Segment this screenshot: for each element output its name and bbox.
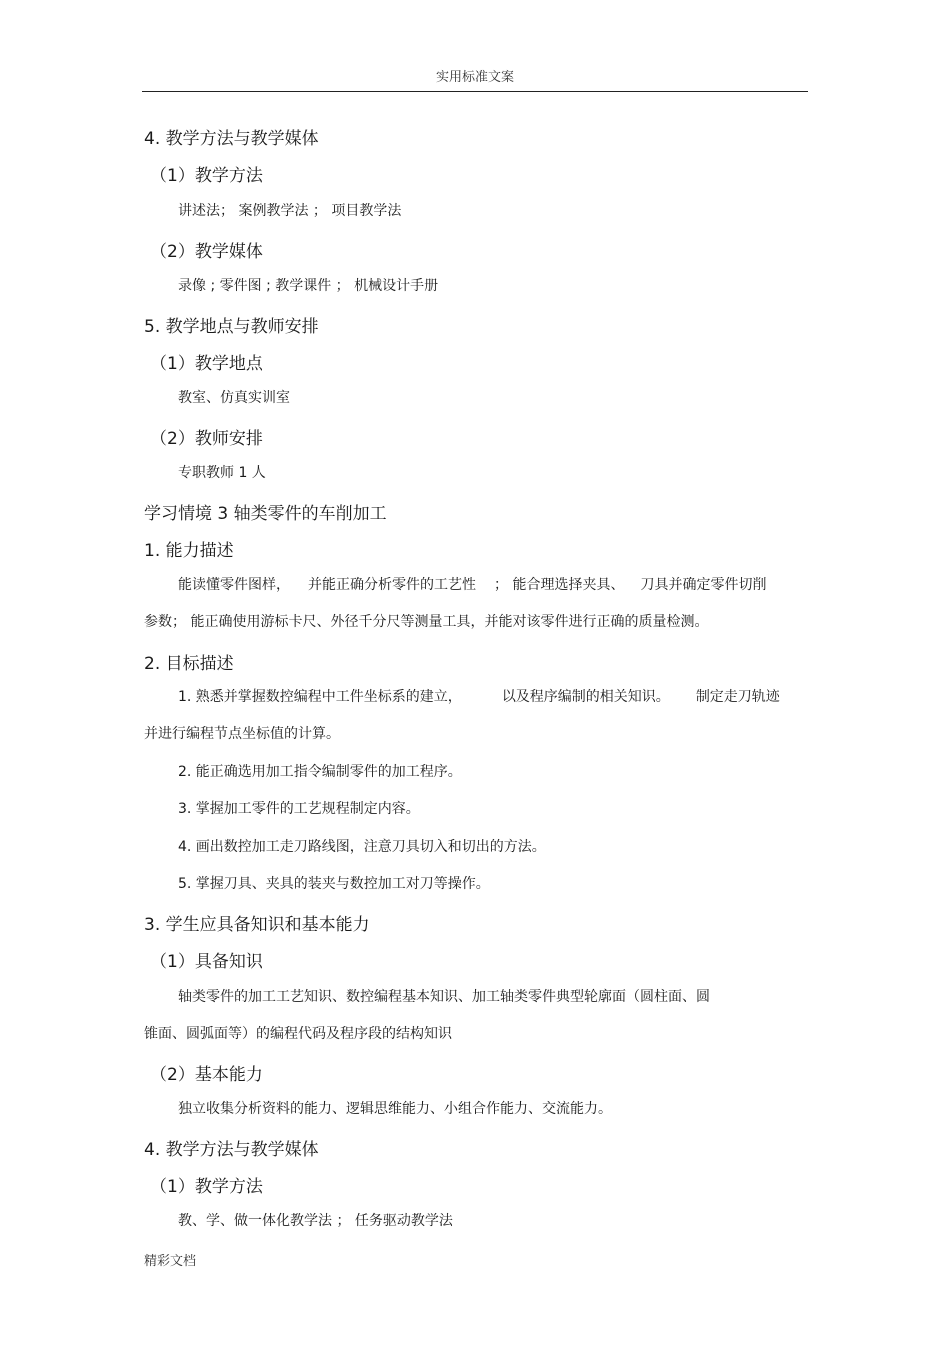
list-item: 2. 能正确选用加工指令编制零件的加工程序。: [178, 764, 462, 780]
subsection-heading: （1）教学地点: [150, 354, 263, 374]
paragraph-line: [178, 574, 766, 594]
paragraph: 专职教师 1 人: [178, 465, 266, 481]
paragraph: 讲述法； 案例教学法 ； 项目教学法: [178, 203, 402, 219]
text-run: ； 能合理选择夹具、: [494, 577, 625, 593]
subsection-heading: （1）具备知识: [150, 952, 263, 972]
list-item: 3. 掌握加工零件的工艺规程制定内容。: [178, 801, 420, 817]
text-run: 以及程序编制的相关知识。: [501, 689, 670, 705]
paragraph-continuation: 参数； 能正确使用游标卡尺、外径千分尺等测量工具，并能对该零件进行正确的质量检测。: [144, 614, 709, 630]
situation-heading: 学习情境 3 轴类零件的车削加工: [144, 504, 387, 524]
header-title: 实用标准文案: [435, 70, 514, 85]
section-heading: 4. 教学方法与教学媒体: [144, 1140, 319, 1160]
list-item: 4. 画出数控加工走刀路线图，注意刀具切入和切出的方法。: [178, 839, 546, 855]
section-heading: 2. 目标描述: [144, 654, 234, 674]
page-footer: 精彩文档: [144, 1254, 197, 1269]
section-heading: 1. 能力描述: [144, 541, 234, 561]
header-divider: [142, 91, 808, 92]
paragraph: 录像 ; 零件图 ; 教学课件 ； 机械设计手册: [178, 278, 439, 294]
paragraph: 教室、仿真实训室: [178, 390, 290, 406]
subsection-heading: （1）教学方法: [150, 1177, 263, 1197]
paragraph: 轴类零件的加工工艺知识、数控编程基本知识、加工轴类零件典型轮廓面（圆柱面、圆: [178, 989, 710, 1005]
paragraph: 教、学、做一体化教学法 ； 任务驱动教学法: [178, 1213, 453, 1229]
subsection-heading: （1）教学方法: [150, 166, 263, 186]
paragraph: 独立收集分析资料的能力、逻辑思维能力、小组合作能力、交流能力。: [178, 1101, 612, 1117]
text-run: 并能正确分析零件的工艺性: [308, 577, 476, 593]
paragraph-continuation: 锥面、圆弧面等）的编程代码及程序段的结构知识: [144, 1026, 452, 1042]
text-run: 能读懂零件图样，: [178, 577, 290, 593]
section-heading: 4. 教学方法与教学媒体: [144, 129, 319, 149]
text-run: 制定走刀轨迹: [695, 689, 780, 705]
subsection-heading: （2）教学媒体: [150, 242, 263, 262]
section-heading: 3. 学生应具备知识和基本能力: [144, 915, 370, 935]
section-heading: 5. 教学地点与教师安排: [144, 317, 319, 337]
text-run: 刀具并确定零件切削: [640, 577, 767, 593]
text-run: 1. 熟悉并掌握数控编程中工件坐标系的建立，: [178, 689, 462, 705]
paragraph-continuation: 并进行编程节点坐标值的计算。: [144, 726, 340, 742]
subsection-heading: （2）基本能力: [150, 1065, 263, 1085]
list-item: 5. 掌握刀具、夹具的装夹与数控加工对刀等操作。: [178, 876, 490, 892]
subsection-heading: （2）教师安排: [150, 429, 263, 449]
paragraph-line: [178, 686, 780, 706]
